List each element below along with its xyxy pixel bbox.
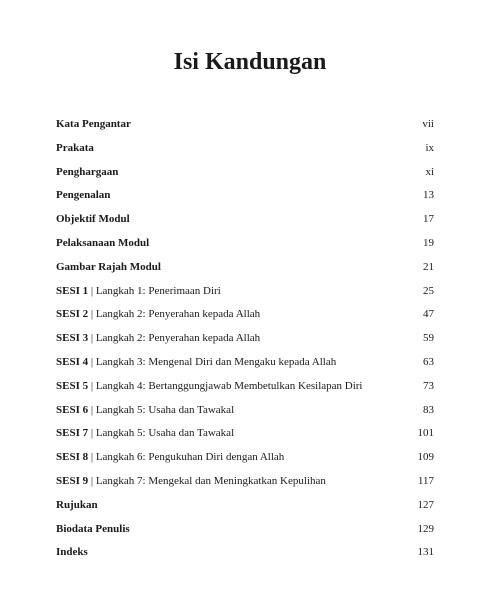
toc-entry-heading: Biodata Penulis xyxy=(56,522,130,535)
toc-entry-text: Langkah 3: Mengenal Diri dan Mengaku kepada Allah xyxy=(95,355,337,368)
toc-entry-title xyxy=(56,212,130,226)
toc-entry xyxy=(56,379,434,403)
toc-entry xyxy=(56,236,434,260)
toc-entry-text: Langkah 5: Usaha dan Tawakal xyxy=(95,403,235,416)
toc-entry-title xyxy=(56,379,363,393)
toc-entry-heading: SESI 9 xyxy=(56,474,89,487)
toc-page-number: 127 xyxy=(417,498,434,511)
toc-entry xyxy=(56,522,434,546)
toc-entry-heading: Prakata xyxy=(56,141,94,154)
toc-entry xyxy=(56,141,434,165)
toc-entry-title xyxy=(56,307,260,321)
toc-entry-heading: Pengenalan xyxy=(56,189,111,202)
toc-entry-heading: SESI 3 xyxy=(56,332,89,345)
toc-page-number: 59 xyxy=(423,332,434,345)
toc-page-number: 19 xyxy=(423,236,434,249)
toc-entry-heading: Penghargaan xyxy=(56,165,119,178)
toc-page-number: 21 xyxy=(423,260,434,273)
toc-entry-title xyxy=(56,522,130,536)
toc-page-number: xi xyxy=(425,165,434,178)
toc-entry-separator: | xyxy=(88,284,96,297)
toc-entry-separator: | xyxy=(88,379,96,392)
toc-entry-separator: | xyxy=(88,474,96,487)
toc-entry-title xyxy=(56,188,110,202)
toc-entry-title xyxy=(56,450,284,464)
toc-entry-heading: SESI 5 xyxy=(56,379,89,392)
toc-entry-text: Langkah 7: Mengekal dan Meningkatkan Kepulihan xyxy=(95,474,326,487)
toc-page-number: 101 xyxy=(417,427,434,440)
toc-entry xyxy=(56,284,434,308)
toc-entry xyxy=(56,188,434,212)
toc-entry xyxy=(56,212,434,236)
toc-entry-separator: | xyxy=(88,355,96,368)
toc-entry-title xyxy=(56,165,118,179)
toc-page-number: 83 xyxy=(423,403,434,416)
toc-page-number: 13 xyxy=(423,189,434,202)
toc-entry-title xyxy=(56,331,260,345)
toc-entry-title xyxy=(56,284,221,298)
toc-entry-heading: Kata Pengantar xyxy=(56,118,131,130)
toc-entry-title xyxy=(56,260,161,274)
toc-entry-text: Langkah 1: Penerimaan Diri xyxy=(95,284,221,297)
toc-entry-separator: | xyxy=(88,308,96,321)
toc-entry-title xyxy=(56,474,326,488)
toc-entry-heading: Pelaksanaan Modul xyxy=(56,236,150,249)
toc-entry-title xyxy=(56,355,336,369)
toc-entry xyxy=(56,355,434,379)
toc-entry xyxy=(56,545,434,569)
toc-entry-separator: | xyxy=(88,332,96,345)
toc-entry xyxy=(56,165,434,189)
toc-page-number: ix xyxy=(425,141,434,154)
toc-entry-heading: SESI 6 xyxy=(56,403,89,416)
toc-entry-heading: SESI 2 xyxy=(56,308,89,321)
toc-page-number: 73 xyxy=(423,379,434,392)
toc-entry-text: Langkah 4: Bertanggungjawab Membetulkan Kesilapan Diri xyxy=(95,379,363,392)
toc-entry-heading: Objektif Modul xyxy=(56,213,130,226)
toc-entry-title xyxy=(56,236,149,250)
toc-entry-separator: | xyxy=(88,403,96,416)
toc-entry-title xyxy=(56,498,98,512)
toc-entry-heading: Rujukan xyxy=(56,498,98,511)
toc-page-number: vii xyxy=(422,118,434,130)
toc-page-number: 131 xyxy=(417,546,434,559)
toc-entry xyxy=(56,474,434,498)
toc-page-number: 63 xyxy=(423,355,434,368)
toc-entry xyxy=(56,450,434,474)
toc-page-number: 47 xyxy=(423,308,434,321)
toc-entry-title xyxy=(56,426,234,440)
toc-entry xyxy=(56,403,434,427)
toc-entry-text: Langkah 2: Penyerahan kepada Allah xyxy=(95,308,261,321)
toc-page-number: 25 xyxy=(423,284,434,297)
toc-entry-text: Langkah 2: Penyerahan kepada Allah xyxy=(95,332,261,345)
toc-page-number: 129 xyxy=(417,522,434,535)
toc-entry-title xyxy=(56,403,234,417)
toc-entry-heading: Indeks xyxy=(56,546,88,559)
table-of-contents xyxy=(56,117,434,569)
toc-entry xyxy=(56,331,434,355)
toc-entry-text: Langkah 6: Pengukuhan Diri dengan Allah xyxy=(95,451,285,464)
toc-entry-separator: | xyxy=(88,427,96,440)
toc-entry xyxy=(56,260,434,284)
toc-entry-separator: | xyxy=(88,451,96,464)
toc-entry-title xyxy=(56,545,88,559)
toc-entry-heading: SESI 1 xyxy=(56,284,89,297)
toc-entry-heading: SESI 4 xyxy=(56,355,89,368)
toc-page-number: 17 xyxy=(423,213,434,226)
toc-entry xyxy=(56,426,434,450)
toc-entry xyxy=(56,498,434,522)
toc-page-number: 109 xyxy=(417,451,434,464)
toc-entry xyxy=(56,307,434,331)
toc-entry xyxy=(56,117,434,141)
page-title: Isi Kandungan xyxy=(173,49,327,75)
toc-entry-text: Langkah 5: Usaha dan Tawakal xyxy=(95,427,235,440)
toc-entry-heading: Gambar Rajah Modul xyxy=(56,260,161,273)
toc-entry-title xyxy=(56,141,94,155)
toc-entry-heading: SESI 7 xyxy=(56,427,89,440)
toc-page-number: 117 xyxy=(417,474,434,487)
toc-entry-title xyxy=(56,117,131,131)
toc-entry-heading: SESI 8 xyxy=(56,451,89,464)
